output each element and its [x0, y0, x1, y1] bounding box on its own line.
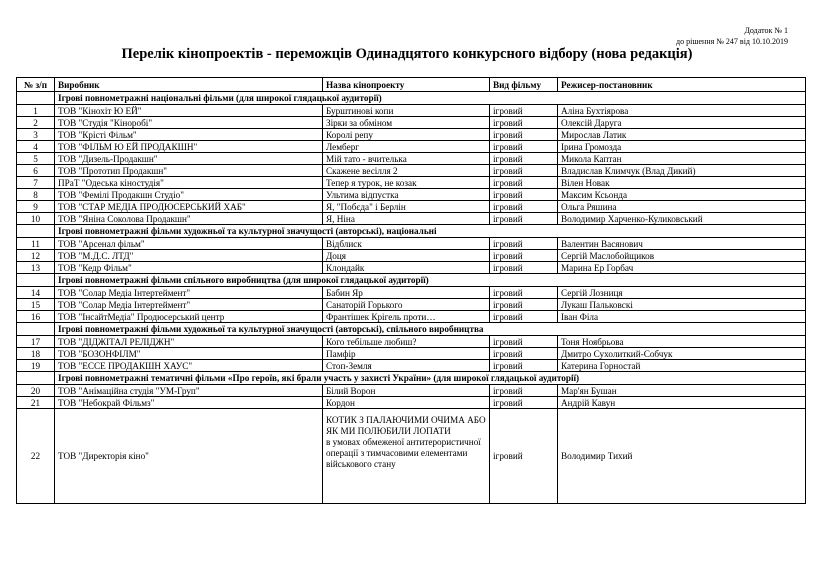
producer-cell: ТОВ "Арсенал фільм" [55, 238, 323, 250]
film-type-cell: ігровий [490, 348, 558, 360]
row-number: 5 [17, 153, 55, 165]
director-cell: Аліна Бухтіярова [558, 105, 806, 117]
film-type-cell: ігровий [490, 287, 558, 299]
director-cell: Андрій Кавун [558, 397, 806, 409]
table-body [17, 92, 806, 504]
project-cell: Я, Ніна [323, 213, 490, 225]
project-cell: Санаторій Горького [323, 299, 490, 311]
producer-cell: ТОВ "Солар Медіа Інтертеймент" [55, 299, 323, 311]
project-cell: Скажене весілля 2 [323, 165, 490, 177]
row-number: 6 [17, 165, 55, 177]
header-project: Назва кінопроекту [323, 78, 490, 92]
project-cell: Кого тебільше любиш? [323, 336, 490, 348]
project-cell: Королі репу [323, 129, 490, 141]
project-cell: Мій тато - вчителька [323, 153, 490, 165]
row-number: 14 [17, 287, 55, 299]
director-cell: Мар'ян Бушан [558, 385, 806, 397]
section-spacer [17, 274, 55, 287]
film-type-cell: ігровий [490, 189, 558, 201]
director-cell: Дмитро Сухолиткий-Собчук [558, 348, 806, 360]
film-type-cell: ігровий [490, 250, 558, 262]
film-type-cell: ігровий [490, 299, 558, 311]
project-cell: Відблиск [323, 238, 490, 250]
section-spacer [17, 323, 55, 336]
project-cell [323, 409, 490, 504]
film-type-cell: ігровий [490, 201, 558, 213]
film-type-cell: ігровий [490, 336, 558, 348]
project-cell: Клондайк [323, 262, 490, 274]
table-row [17, 165, 806, 177]
row-number: 17 [17, 336, 55, 348]
director-cell: Ольга Ряшина [558, 201, 806, 213]
film-type-cell: ігровий [490, 153, 558, 165]
section-title: Ігрові повнометражні фільми художньої та культурної значущості (авторські), національні [55, 225, 806, 238]
section-title: Ігрові повнометражні фільми художньої та культурної значущості (авторські), спільного виробництва [55, 323, 806, 336]
section-title: Ігрові повнометражні фільми спільного виробництва (для широкої глядацької аудиторії) [55, 274, 806, 287]
producer-cell: ТОВ "Крісті Фільм" [55, 129, 323, 141]
project-cell: Бабин Яр [323, 287, 490, 299]
table-row [17, 213, 806, 225]
annex-note [676, 25, 788, 47]
film-type-cell: ігровий [490, 397, 558, 409]
section-row [17, 92, 806, 105]
row-number: 16 [17, 311, 55, 323]
film-type-cell: ігровий [490, 141, 558, 153]
producer-cell: ПРаТ "Одеська кіностудія" [55, 177, 323, 189]
director-cell: Марина Ер Горбач [558, 262, 806, 274]
header-number: № з/п [17, 78, 55, 92]
producer-cell: ТОВ "М.Д.С. ЛТД" [55, 250, 323, 262]
section-spacer [17, 225, 55, 238]
table-row [17, 299, 806, 311]
producer-cell: ТОВ "ДІДЖІТАЛ РЕЛІДЖН" [55, 336, 323, 348]
director-cell: Володимир Харченко-Куликовський [558, 213, 806, 225]
director-cell: Сергій Маслобойщиков [558, 250, 806, 262]
table-row [17, 117, 806, 129]
film-type-cell: ігровий [490, 117, 558, 129]
row-number: 2 [17, 117, 55, 129]
producer-cell: ТОВ "Солар Медіа Інтертеймент" [55, 287, 323, 299]
table-row [17, 141, 806, 153]
producer-cell: ТОВ "ЕССЕ ПРОДАКШН ХАУС" [55, 360, 323, 372]
table-row [17, 397, 806, 409]
row-number: 11 [17, 238, 55, 250]
project-cell: Тепер я турок, не козак [323, 177, 490, 189]
director-cell: Вілен Новак [558, 177, 806, 189]
director-cell: Микола Каптан [558, 153, 806, 165]
project-cell: Білий Ворон [323, 385, 490, 397]
project-cell: Кордон [323, 397, 490, 409]
producer-cell: ТОВ "БОЗОНФІЛМ" [55, 348, 323, 360]
table-row [17, 336, 806, 348]
producer-cell: ТОВ "СТАР МЕДІА ПРОДЮСЕРСЬКИЙ ХАБ" [55, 201, 323, 213]
table-row [17, 287, 806, 299]
header-type: Вид фільму [490, 78, 558, 92]
table-row [17, 311, 806, 323]
producer-cell: ТОВ "Фемілі Продакшн Студіо" [55, 189, 323, 201]
table-row [17, 250, 806, 262]
director-cell: Тоня Ноябрьова [558, 336, 806, 348]
film-type-cell: ігровий [490, 165, 558, 177]
section-title: Ігрові повнометражні тематичні фільми «Про героїв, які брали участь у захисті України» (для широкої глядацької аудиторії) [55, 372, 806, 385]
table-header-row [17, 78, 806, 92]
annex-line-2: до рішення № 247 від 10.10.2019 [676, 37, 788, 46]
table-row [17, 348, 806, 360]
row-number: 20 [17, 385, 55, 397]
film-type-cell: ігровий [490, 409, 558, 504]
table-row [17, 129, 806, 141]
film-type-cell: ігровий [490, 262, 558, 274]
section-spacer [17, 372, 55, 385]
project-cell: Доця [323, 250, 490, 262]
producer-cell: ТОВ "Кінохіт Ю ЕЙ" [55, 105, 323, 117]
row-number: 10 [17, 213, 55, 225]
director-cell: Лукаш Пальковскі [558, 299, 806, 311]
section-spacer [17, 92, 55, 105]
projects-table [16, 77, 806, 504]
annex-line-1: Додаток № 1 [744, 26, 788, 35]
producer-cell: ТОВ "Студія "Кіноробі" [55, 117, 323, 129]
row-number: 12 [17, 250, 55, 262]
director-cell: Сергій Лозниця [558, 287, 806, 299]
header-producer: Виробник [55, 78, 323, 92]
table-row [17, 360, 806, 372]
film-type-cell: ігровий [490, 105, 558, 117]
producer-cell: ТОВ "ФІЛЬМ Ю ЕЙ ПРОДАКШН" [55, 141, 323, 153]
table-row [17, 238, 806, 250]
producer-cell: ТОВ "ІнсайтМедіа" Продюсерський центр [55, 311, 323, 323]
producer-cell: ТОВ "Дизель-Продакшн" [55, 153, 323, 165]
row-number: 13 [17, 262, 55, 274]
row-number: 8 [17, 189, 55, 201]
film-type-cell: ігровий [490, 385, 558, 397]
project-cell: Бурштинові копи [323, 105, 490, 117]
row-number: 18 [17, 348, 55, 360]
section-title: Ігрові повнометражні національні фільми (для широкої глядацької аудиторії) [55, 92, 806, 105]
row-number: 19 [17, 360, 55, 372]
row-number: 1 [17, 105, 55, 117]
producer-cell: ТОВ "Прототип Продакшн" [55, 165, 323, 177]
project-cell: Лемберг [323, 141, 490, 153]
director-cell: Максим Ксьонда [558, 189, 806, 201]
producer-cell: ТОВ "Небокрай Фільмз" [55, 397, 323, 409]
table-row [17, 177, 806, 189]
film-type-cell: ігровий [490, 129, 558, 141]
section-row [17, 225, 806, 238]
table-row [17, 262, 806, 274]
document-title: Перелік кінопроектів - переможців Одинадцятого конкурсного відбору (нова редакція) [121, 46, 693, 62]
project-cell: Стоп-Земля [323, 360, 490, 372]
section-row [17, 323, 806, 336]
film-type-cell: ігровий [490, 177, 558, 189]
row-number: 7 [17, 177, 55, 189]
director-cell: Катерина Горностай [558, 360, 806, 372]
table-row [17, 385, 806, 397]
row-number: 15 [17, 299, 55, 311]
row-number: 9 [17, 201, 55, 213]
director-cell: Іван Філа [558, 311, 806, 323]
project-cell: Памфір [323, 348, 490, 360]
film-type-cell: ігровий [490, 238, 558, 250]
table-row [17, 105, 806, 117]
row-number: 21 [17, 397, 55, 409]
table-row [17, 153, 806, 165]
table-row [17, 201, 806, 213]
director-cell: Владислав Климчук (Влад Дикий) [558, 165, 806, 177]
table-row [17, 189, 806, 201]
director-cell: Мирослав Латик [558, 129, 806, 141]
row-number: 22 [17, 409, 55, 504]
header-director: Режисер-постановник [558, 78, 806, 92]
director-cell: Ірина Громозда [558, 141, 806, 153]
project-title: КОТИК З ПАЛАЮЧИМИ ОЧИМА АБО ЯК МИ ПОЛЮБИЛИ ЛОПАТИ [326, 415, 486, 436]
project-cell: Зірки за обміном [323, 117, 490, 129]
row-number: 3 [17, 129, 55, 141]
project-cell: Я, "Побєда" і Берлін [323, 201, 490, 213]
director-cell: Валентин Васянович [558, 238, 806, 250]
section-row [17, 372, 806, 385]
film-type-cell: ігровий [490, 360, 558, 372]
project-subtitle: в умовах обмеженої антитерористичної операції з тимчасовими елементами військового стану [326, 437, 481, 469]
producer-cell: ТОВ "Кедр Фільм" [55, 262, 323, 274]
row-number: 4 [17, 141, 55, 153]
film-type-cell: ігровий [490, 311, 558, 323]
producer-cell: ТОВ "Яніна Соколова Продакшн" [55, 213, 323, 225]
section-row [17, 274, 806, 287]
project-cell: Ультима відпустка [323, 189, 490, 201]
producer-cell: ТОВ "Директорія кіно" [55, 409, 323, 504]
film-type-cell: ігровий [490, 213, 558, 225]
table-row [17, 409, 806, 504]
producer-cell: ТОВ "Анімаційна студія "УМ-Груп" [55, 385, 323, 397]
project-cell: Франтішек Крігель проти… [323, 311, 490, 323]
director-cell: Олексій Даруга [558, 117, 806, 129]
director-cell: Володимир Тихий [558, 409, 806, 504]
